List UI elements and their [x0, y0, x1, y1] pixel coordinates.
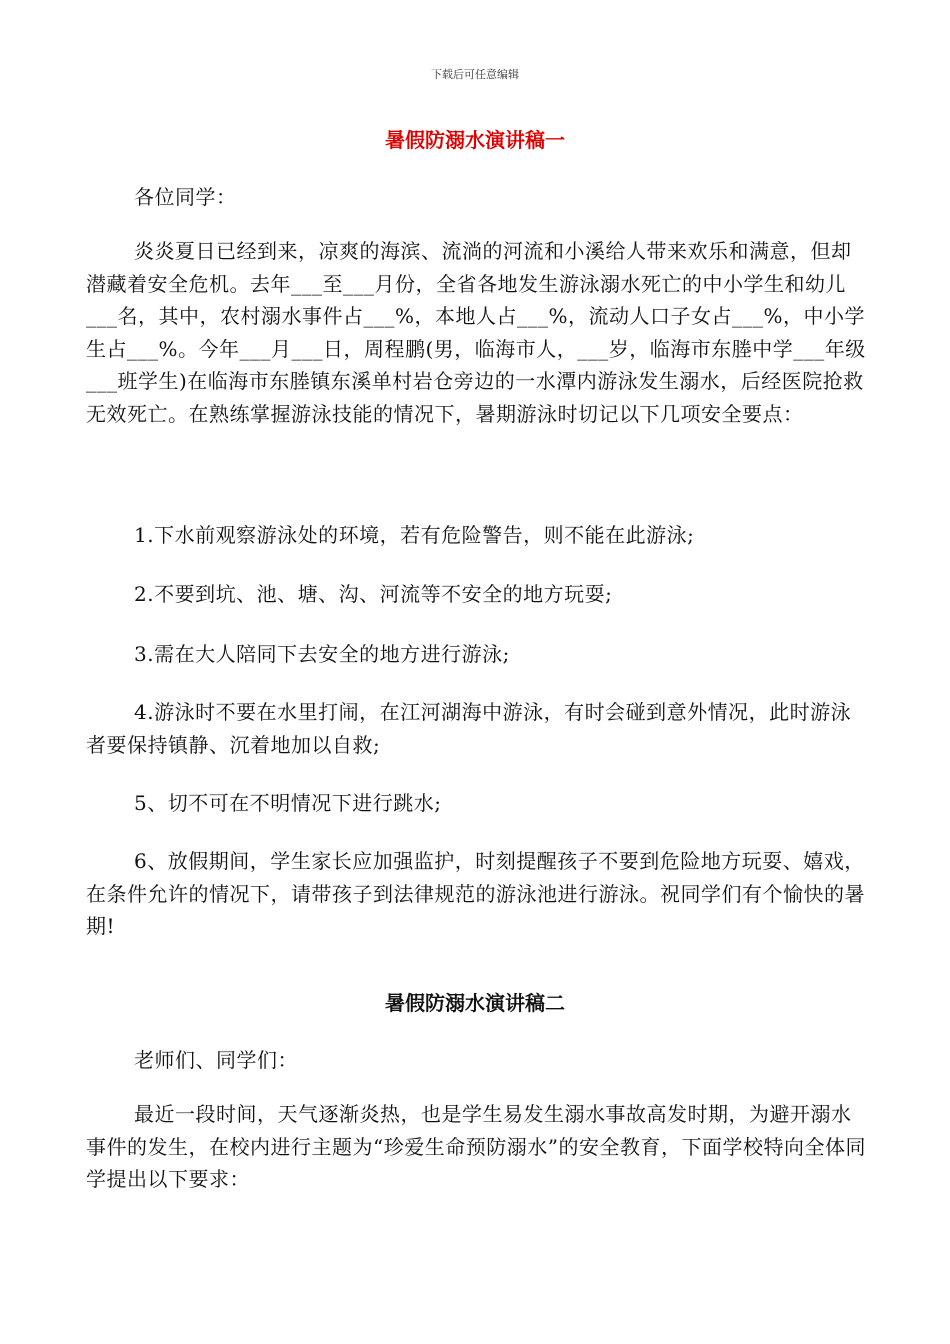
- greeting-2: 老师们、同学们：: [134, 1048, 298, 1072]
- paragraph-2-intro: 最近一段时间，天气逐渐炎热，也是学生易发生溺水事故高发时期，为避开溺水事件的发生，在校内进行主题为“珍爱生命预防溺水”的安全教育，下面学校特向全体同学提出以下要求：: [86, 1102, 866, 1192]
- section-title-1: 暑假防溺水演讲稿一: [385, 128, 565, 152]
- header-note: 下载后可任意编辑: [431, 68, 519, 81]
- list-item-6: 6、放假期间，学生家长应加强监护，时刻提醒孩子不要到危险地方玩耍、嬉戏，在条件允许的情况下，请带孩子到法律规范的游泳池进行游泳。祝同学们有个愉快的暑期!: [86, 849, 865, 939]
- list-item-2: 2.不要到坑、池、塘、沟、河流等不安全的地方玩耍;: [134, 582, 613, 606]
- section-title-2: 暑假防溺水演讲稿二: [385, 991, 565, 1015]
- paragraph-intro: 炎炎夏日已经到来，凉爽的海滨、流淌的河流和小溪给人带来欢乐和满意，但却潜藏着安全危机。去年___至___月份，全省各地发生游泳溺水死亡的中小学生和幼儿___名，其中，农村溺水事件占___%，本地人占___%，流动人口子女占___%，中小学生占___%。今年___月___日，周程鹏(男，临海市人，___岁，临海市东塍中学___年级___班学生)在临海市东塍镇东溪单村岩仓旁边的一水潭内游泳发生溺水，后经医院抢救无效死亡。在熟练掌握游泳技能的情况下，暑期游泳时切记以下几项安全要点：: [86, 239, 866, 426]
- list-item-3: 3.需在大人陪同下去安全的地方进行游泳;: [134, 642, 510, 666]
- list-item-4: 4.游泳时不要在水里打闹，在江河湖海中游泳，有时会碰到意外情况，此时游泳者要保持镇静、沉着地加以自救;: [86, 700, 852, 757]
- list-item-5: 5、切不可在不明情况下进行跳水;: [134, 791, 442, 815]
- list-item-1: 1.下水前观察游泳处的环境，若有危险警告，则不能在此游泳;: [134, 523, 695, 547]
- greeting-1: 各位同学：: [134, 185, 237, 209]
